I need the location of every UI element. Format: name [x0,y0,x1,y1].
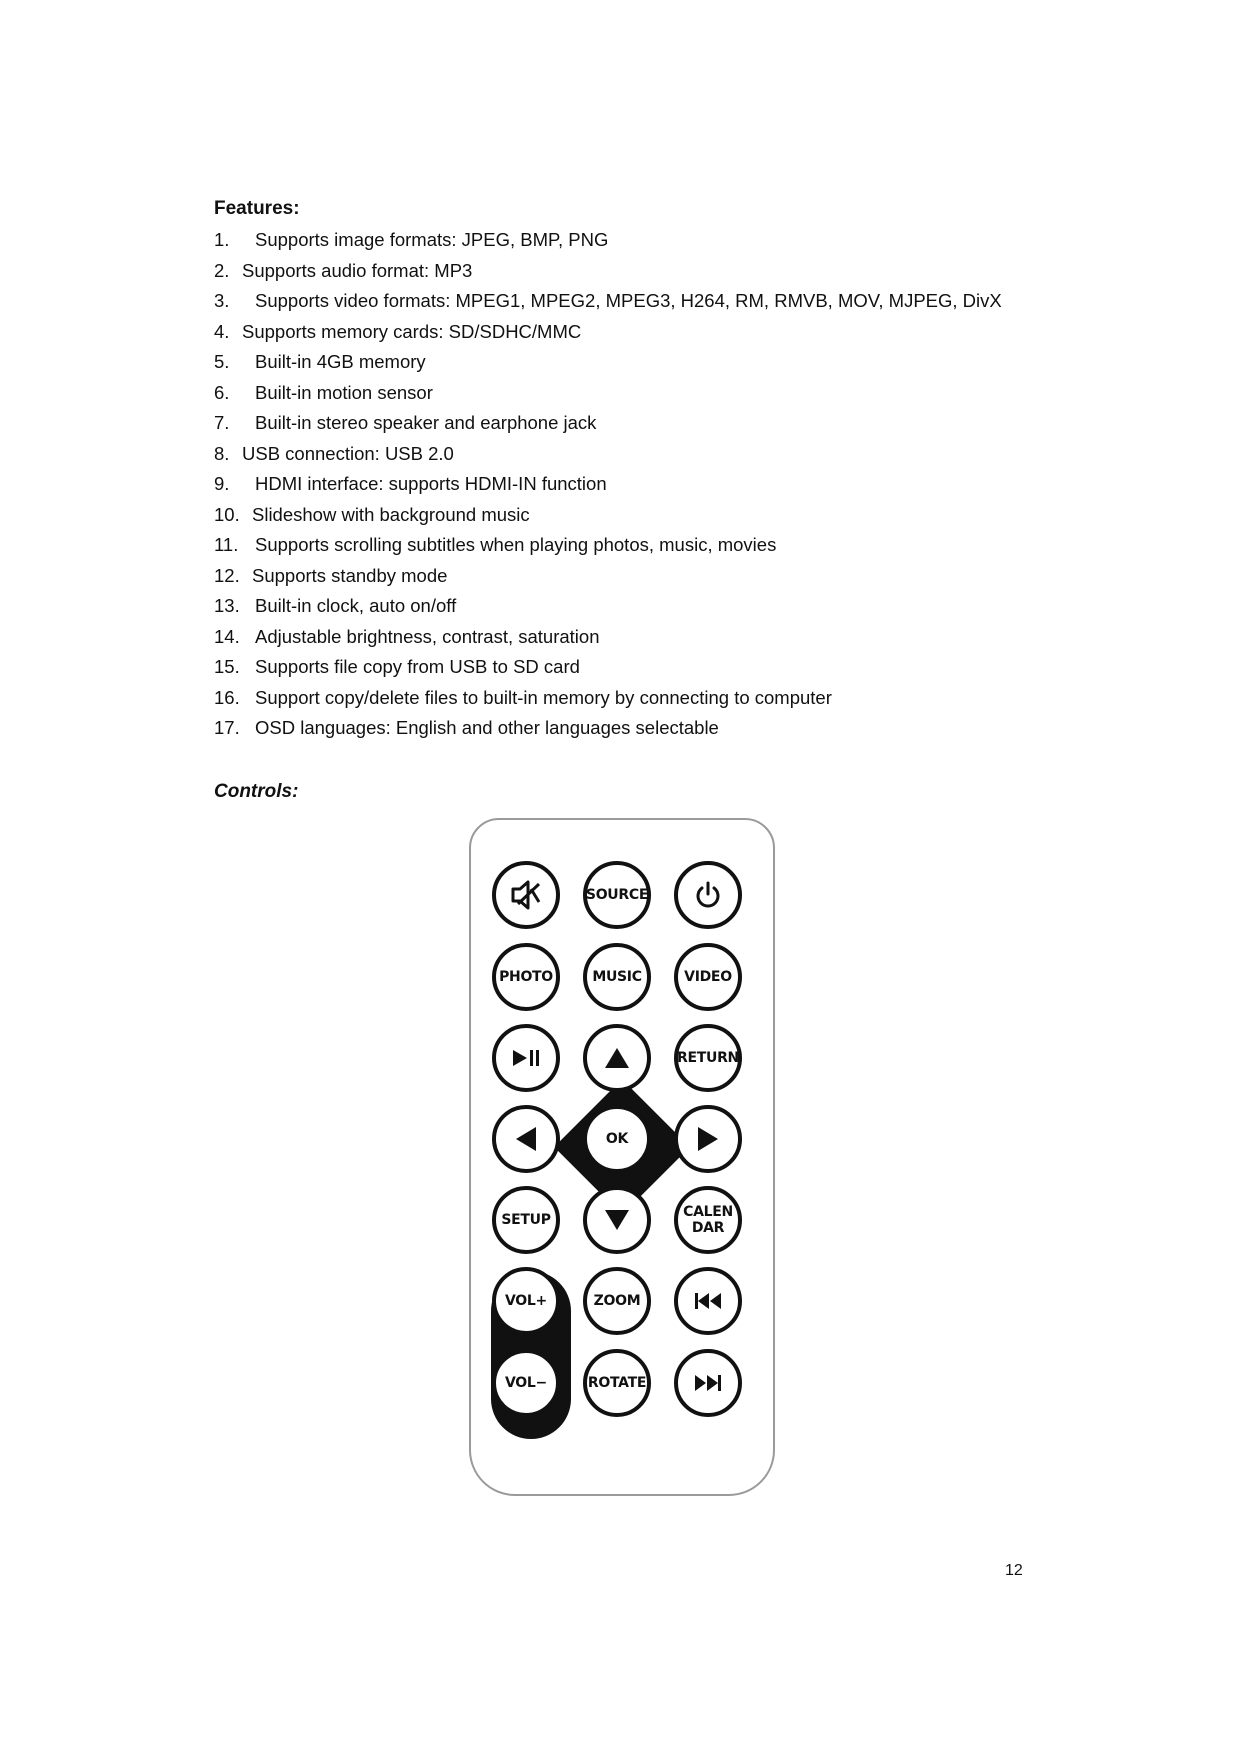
photo-button[interactable]: PHOTO [492,943,560,1011]
list-item-number: 10. [214,503,240,525]
rotate-button[interactable]: ROTATE [583,1349,651,1417]
next-track-icon [693,1373,723,1393]
setup-button[interactable]: SETUP [492,1186,560,1254]
list-item-number: 12. [214,564,240,586]
list-item [214,564,448,595]
arrow-left-icon [515,1126,537,1152]
list-item-number: 6. [214,381,230,403]
list-item-text: Built-in motion sensor [255,381,433,403]
controls-heading: Controls: [214,781,299,802]
list-item [214,350,426,381]
list-item [214,716,719,747]
list-item-number: 8. [214,442,230,464]
mute-icon [509,878,543,912]
list-item [214,472,607,503]
list-item-text: Built-in clock, auto on/off [255,595,457,616]
list-item-number: 1. [214,229,230,250]
arrow-up-button[interactable] [583,1024,651,1092]
page-number: 12 [1005,1562,1023,1579]
list-item-number: 2. [214,259,230,281]
source-button[interactable]: SOURCE [583,861,651,929]
list-item-number: 11. [214,534,239,555]
arrow-left-button[interactable] [492,1105,560,1173]
power-icon [693,880,723,910]
calendar-label-line1: CALEN [683,1204,733,1220]
mute-button[interactable] [492,861,560,929]
list-item [214,320,582,351]
previous-track-icon [693,1291,723,1311]
list-item [214,625,600,656]
list-item-number: 9. [214,473,230,494]
list-item [214,655,580,686]
list-item-text: Supports scrolling subtitles when playing photos, music, movies [255,534,777,555]
list-item-number: 14. [214,625,240,647]
calendar-label-line2: DAR [691,1220,725,1236]
play-pause-icon [511,1048,541,1068]
list-item-number: 15. [214,656,240,677]
list-item-text: Supports image formats: JPEG, BMP, PNG [255,229,609,250]
list-item-text: Supports standby mode [252,564,448,586]
ok-button[interactable]: OK [583,1105,651,1173]
play-pause-button[interactable] [492,1024,560,1092]
list-item [214,594,457,625]
arrow-right-button[interactable] [674,1105,742,1173]
list-item-text: HDMI interface: supports HDMI-IN function [255,473,607,494]
list-item-text: Built-in 4GB memory [255,351,426,372]
list-item-text: USB connection: USB 2.0 [242,442,454,464]
list-item [214,381,433,412]
features-list [214,228,1002,747]
arrow-down-button[interactable] [583,1186,651,1254]
list-item-text: Supports audio format: MP3 [242,259,473,281]
list-item-text: Supports video formats: MPEG1, MPEG2, MPEG3, H264, RM, RMVB, MOV, MJPEG, DivX [255,290,1002,311]
previous-track-button[interactable] [674,1267,742,1335]
list-item-text: Supports file copy from USB to SD card [255,656,580,677]
list-item-number: 5. [214,351,230,372]
list-item [214,228,609,259]
volume-up-button[interactable]: VOL+ [492,1267,560,1335]
features-heading: Features: [214,198,300,219]
list-item-text: Built-in stereo speaker and earphone jack [255,412,597,433]
list-item-text: Adjustable brightness, contrast, saturation [255,625,600,647]
arrow-up-icon [604,1047,630,1069]
list-item [214,259,473,290]
list-item-text: Slideshow with background music [252,503,530,525]
list-item-text: OSD languages: English and other languages selectable [255,717,719,738]
list-item-number: 3. [214,290,230,311]
list-item-text: Supports memory cards: SD/SDHC/MMC [242,320,582,342]
list-item [214,686,832,717]
arrow-right-icon [697,1126,719,1152]
list-item [214,411,597,442]
list-item [214,533,777,564]
list-item-number: 7. [214,412,230,433]
calendar-button[interactable] [674,1186,742,1254]
music-button[interactable]: MUSIC [583,943,651,1011]
list-item-number: 17. [214,717,240,738]
list-item [214,503,530,534]
list-item [214,442,454,473]
power-button[interactable] [674,861,742,929]
next-track-button[interactable] [674,1349,742,1417]
arrow-down-icon [604,1209,630,1231]
video-button[interactable]: VIDEO [674,943,742,1011]
list-item-number: 16. [214,686,240,708]
volume-down-button[interactable]: VOL− [492,1349,560,1417]
list-item-number: 4. [214,320,230,342]
return-button[interactable]: RETURN [674,1024,742,1092]
zoom-button[interactable]: ZOOM [583,1267,651,1335]
list-item [214,289,1002,320]
list-item-number: 13. [214,595,240,616]
list-item-text: Support copy/delete files to built-in memory by connecting to computer [255,686,832,708]
